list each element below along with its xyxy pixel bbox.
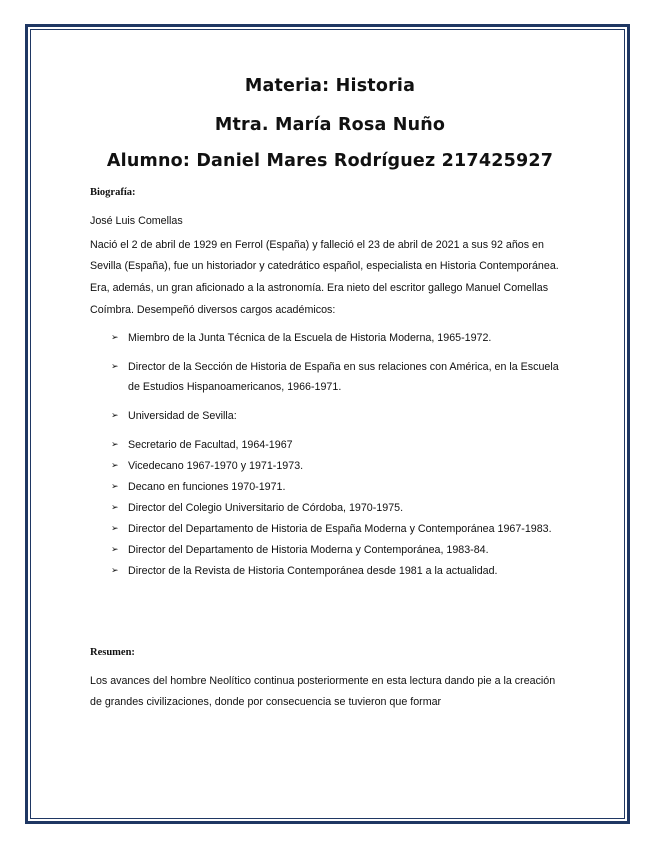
biography-paragraph: Nació el 2 de abril de 1929 en Ferrol (España) y falleció el 23 de abril de 2021 a sus 92 años en Sevilla (España), fue un historiador y catedrático español, especialista en Historia Contemporánea. Era, además, un gran aficionado a la astronomía. Era nieto del escritor gallego Manuel Comellas Coímbra. Desempeñó diversos cargos académicos: bbox=[90, 238, 559, 316]
arrow-bullet-icon: ➢ bbox=[111, 361, 119, 372]
arrow-bullet-icon: ➢ bbox=[111, 332, 119, 343]
teacher-title: Mtra. María Rosa Nuño bbox=[214, 115, 446, 135]
positions-list-b bbox=[90, 435, 570, 582]
subject-title: Materia: Historia bbox=[244, 76, 416, 96]
arrow-bullet-icon: ➢ bbox=[111, 502, 119, 513]
biography-label: Biografía: bbox=[90, 187, 136, 198]
list-item: ➢ Director de la Sección de Historia de España en sus relaciones con América, en la Escuela de Estudios Hispanoamericanos, 1966-1971. bbox=[90, 357, 570, 397]
arrow-bullet-icon: ➢ bbox=[111, 523, 119, 534]
arrow-bullet-icon: ➢ bbox=[111, 481, 119, 492]
positions-list-a bbox=[90, 328, 570, 426]
arrow-bullet-icon: ➢ bbox=[111, 460, 119, 471]
list-item: ➢ Secretario de Facultad, 1964-1967 bbox=[90, 435, 570, 456]
list-item: ➢ Director del Colegio Universitario de Córdoba, 1970-1975. bbox=[90, 498, 570, 519]
student-title: Alumno: Daniel Mares Rodríguez 217425927 bbox=[106, 151, 554, 171]
biography-name: José Luis Comellas bbox=[90, 215, 183, 227]
list-item: ➢ Director del Departamento de Historia de España Moderna y Contemporánea 1967-1983. bbox=[90, 519, 570, 540]
summary-label: Resumen: bbox=[90, 646, 135, 658]
document-content bbox=[90, 70, 570, 714]
arrow-bullet-icon: ➢ bbox=[111, 565, 119, 576]
list-item: ➢ Decano en funciones 1970-1971. bbox=[90, 477, 570, 498]
arrow-bullet-icon: ➢ bbox=[111, 410, 119, 421]
list-item: ➢ Director del Departamento de Historia Moderna y Contemporánea, 1983-84. bbox=[90, 540, 570, 561]
list-item: ➢ Miembro de la Junta Técnica de la Escuela de Historia Moderna, 1965-1972. bbox=[90, 328, 570, 348]
list-item: ➢ Vicedecano 1967-1970 y 1971-1973. bbox=[90, 456, 570, 477]
summary-paragraph: Los avances del hombre Neolítico continua posteriormente en esta lectura dando pie a la creación de grandes civilizaciones, donde por consecuencia se tuvieron que formar bbox=[90, 674, 556, 709]
list-item: ➢ Universidad de Sevilla: bbox=[90, 406, 570, 426]
list-item: ➢ Director de la Revista de Historia Contemporánea desde 1981 a la actualidad. bbox=[90, 561, 570, 582]
arrow-bullet-icon: ➢ bbox=[111, 544, 119, 555]
arrow-bullet-icon: ➢ bbox=[111, 439, 119, 450]
